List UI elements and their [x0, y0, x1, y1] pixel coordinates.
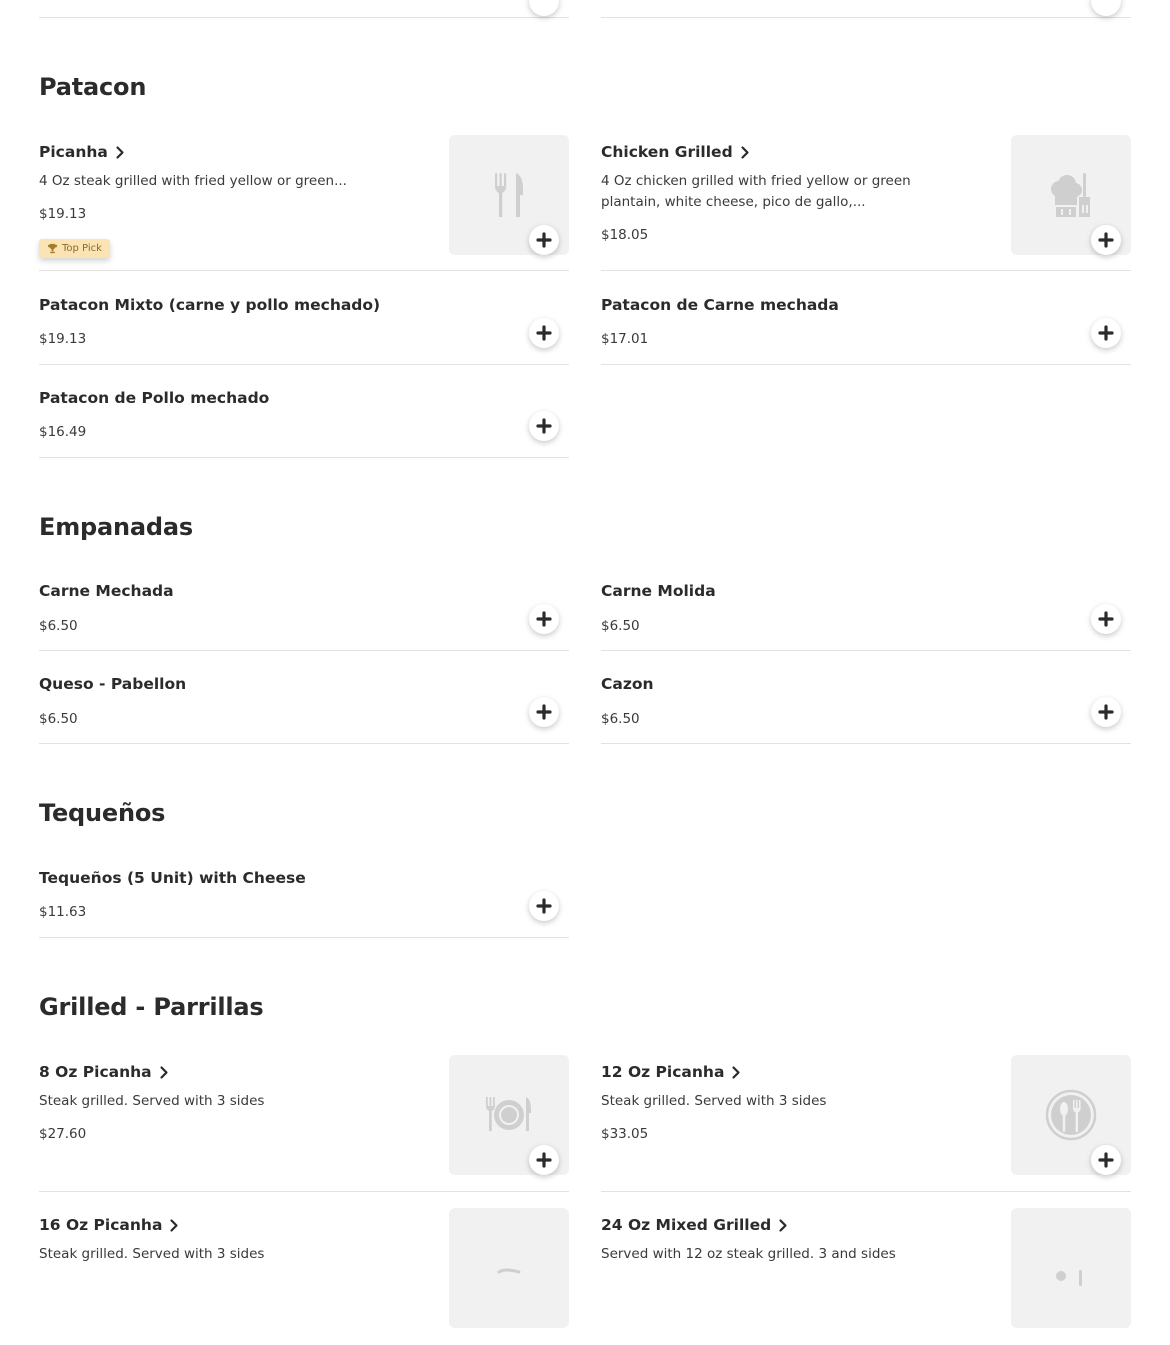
- chevron-right-icon: [170, 1219, 178, 1232]
- menu-item[interactable]: [601, 582, 1131, 651]
- item-price: $6.50: [39, 711, 78, 727]
- item-price: $17.01: [601, 331, 649, 347]
- add-button[interactable]: [1091, 318, 1121, 348]
- item-name[interactable]: Tequeños (5 Unit) with Cheese: [39, 869, 306, 887]
- item-description: Served with 12 oz steak grilled. 3 and sides: [601, 1246, 896, 1262]
- divider: [601, 17, 1131, 18]
- item-name[interactable]: Patacon de Carne mechada: [601, 296, 839, 314]
- section-title-tequenos: Tequeños: [39, 799, 166, 827]
- chevron-right-icon: [779, 1219, 787, 1232]
- item-name[interactable]: Patacon Mixto (carne y pollo mechado): [39, 296, 381, 314]
- add-button[interactable]: [529, 411, 559, 441]
- add-button[interactable]: [529, 318, 559, 348]
- add-button[interactable]: [529, 225, 559, 255]
- item-name[interactable]: Queso - Pabellon: [39, 675, 187, 693]
- item-name[interactable]: Carne Molida: [601, 582, 716, 600]
- plus-icon: [537, 705, 551, 719]
- plus-icon: [537, 419, 551, 433]
- item-image[interactable]: [1011, 1208, 1131, 1328]
- item-price: $19.13: [39, 331, 87, 347]
- menu-item[interactable]: [39, 675, 569, 744]
- dish-icon: [1045, 1089, 1097, 1141]
- add-button[interactable]: [529, 891, 559, 921]
- section-title-patacon: Patacon: [39, 73, 147, 101]
- menu-item[interactable]: [39, 1216, 569, 1345]
- plus-icon: [537, 899, 551, 913]
- add-button[interactable]: [1091, 1145, 1121, 1175]
- add-button[interactable]: [529, 1145, 559, 1175]
- item-description: 4 Oz chicken grilled with fried yellow or green plantain, white cheese, pico de gallo,...: [601, 173, 911, 210]
- item-image[interactable]: [449, 1208, 569, 1328]
- item-description: Steak grilled. Served with 3 sides: [39, 1246, 265, 1262]
- menu-item[interactable]: [601, 296, 1131, 365]
- item-name[interactable]: 24 Oz Mixed Grilled: [601, 1216, 787, 1234]
- section-title-grilled: Grilled - Parrillas: [39, 993, 264, 1021]
- item-price: $6.50: [39, 618, 78, 634]
- plus-icon: [537, 233, 551, 247]
- chevron-right-icon: [741, 146, 749, 159]
- item-name[interactable]: 12 Oz Picanha: [601, 1063, 740, 1081]
- add-button[interactable]: [529, 0, 559, 16]
- plus-icon: [537, 612, 551, 626]
- plus-icon: [1099, 1153, 1113, 1167]
- plus-icon: [1099, 233, 1113, 247]
- item-price: $33.05: [601, 1126, 649, 1142]
- item-name[interactable]: Carne Mechada: [39, 582, 174, 600]
- fork-knife-icon: [483, 169, 535, 221]
- item-price: $6.50: [601, 618, 640, 634]
- item-price: $18.05: [601, 227, 649, 243]
- item-name[interactable]: Chicken Grilled: [601, 143, 749, 161]
- add-button[interactable]: [1091, 225, 1121, 255]
- chevron-right-icon: [160, 1066, 168, 1079]
- item-name[interactable]: Patacon de Pollo mechado: [39, 389, 270, 407]
- item-description: Steak grilled. Served with 3 sides: [601, 1093, 827, 1109]
- chef-hat-icon: [1045, 169, 1097, 221]
- item-price: $16.49: [39, 424, 87, 440]
- menu-item[interactable]: [39, 582, 569, 651]
- item-price: $6.50: [601, 711, 640, 727]
- add-button[interactable]: [1091, 604, 1121, 634]
- plus-icon: [1099, 705, 1113, 719]
- menu-item[interactable]: [39, 296, 569, 365]
- add-button[interactable]: [529, 697, 559, 727]
- plate-icon: [483, 1089, 535, 1141]
- trophy-icon: [47, 243, 58, 254]
- item-price: $19.13: [39, 206, 87, 222]
- item-description: 4 Oz steak grilled with fried yellow or green...: [39, 173, 347, 189]
- item-name[interactable]: Cazon: [601, 675, 654, 693]
- menu-item[interactable]: [39, 1063, 569, 1192]
- menu-item[interactable]: [39, 869, 569, 938]
- plus-icon: [1099, 326, 1113, 340]
- plus-icon: [537, 326, 551, 340]
- add-button[interactable]: [1091, 697, 1121, 727]
- menu-item[interactable]: [601, 143, 1131, 271]
- grill-icon: [1045, 1242, 1097, 1294]
- divider: [39, 17, 569, 18]
- chevron-right-icon: [732, 1066, 740, 1079]
- item-price: $27.60: [39, 1126, 87, 1142]
- plus-icon: [537, 1153, 551, 1167]
- add-button[interactable]: [1091, 0, 1121, 16]
- plus-icon: [1099, 612, 1113, 626]
- section-title-empanadas: Empanadas: [39, 513, 193, 541]
- add-button[interactable]: [529, 604, 559, 634]
- item-description: Steak grilled. Served with 3 sides: [39, 1093, 265, 1109]
- menu-item[interactable]: [601, 1216, 1131, 1345]
- item-name[interactable]: Picanha: [39, 143, 124, 161]
- menu-item[interactable]: [601, 1063, 1131, 1192]
- menu-item[interactable]: [39, 143, 569, 271]
- menu-item[interactable]: [39, 389, 569, 458]
- menu-item[interactable]: [601, 675, 1131, 744]
- item-price: $11.63: [39, 904, 87, 920]
- top-pick-badge: Top Pick: [39, 239, 110, 258]
- chevron-right-icon: [116, 146, 124, 159]
- item-name[interactable]: 8 Oz Picanha: [39, 1063, 168, 1081]
- item-name[interactable]: 16 Oz Picanha: [39, 1216, 178, 1234]
- serving-icon: [483, 1242, 535, 1294]
